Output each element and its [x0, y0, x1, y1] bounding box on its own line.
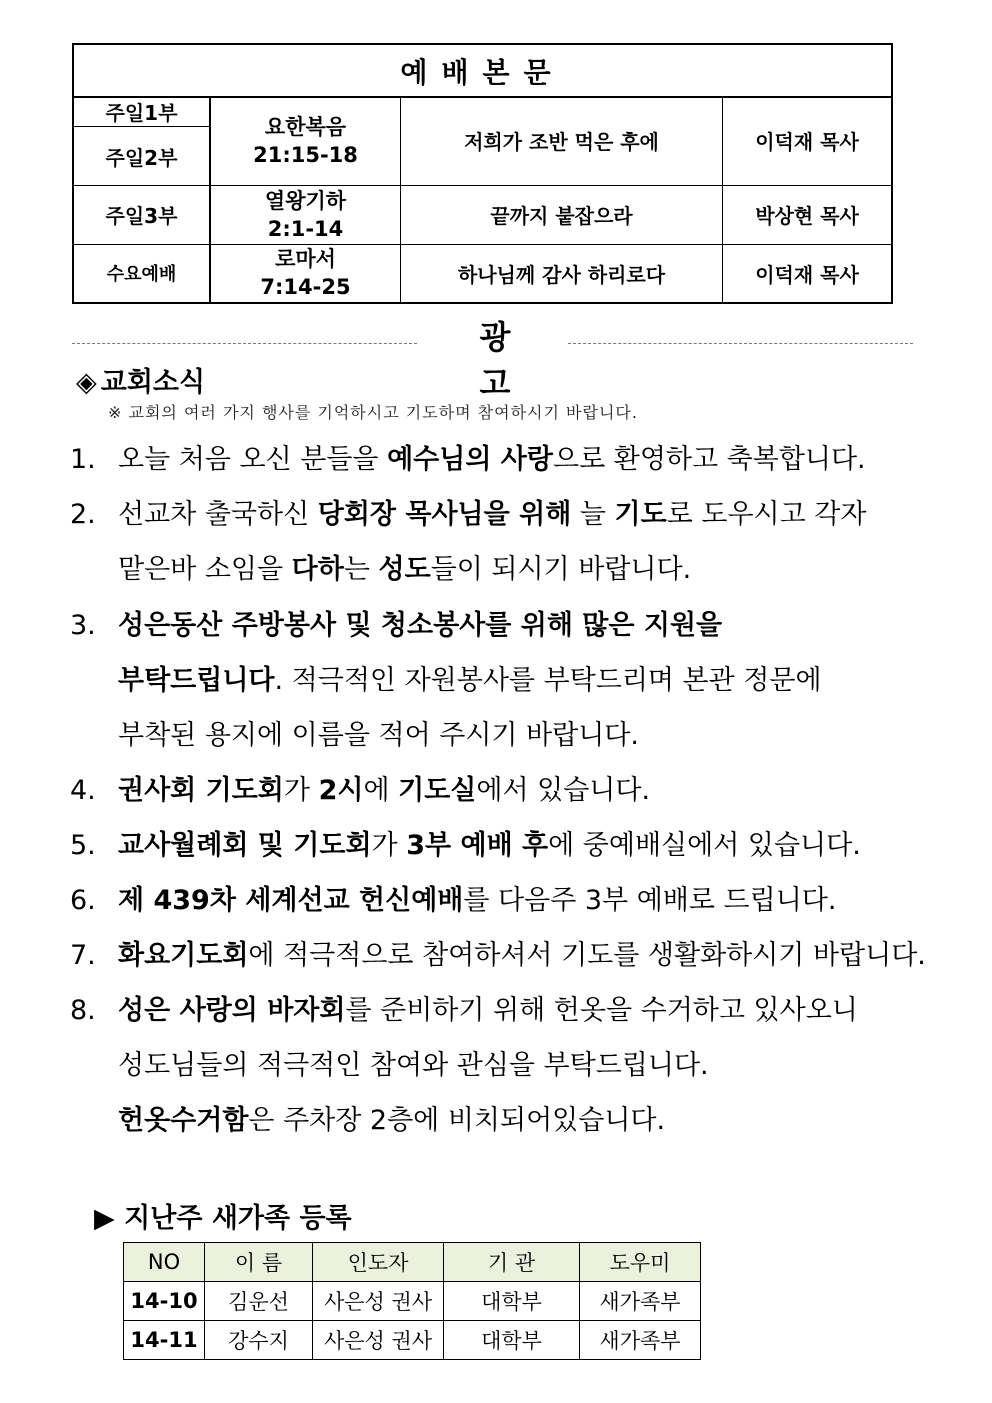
item-number: 7. [70, 940, 96, 971]
text-segment: 으로 환영하고 축복합니다. [552, 444, 866, 475]
item-number: 6. [70, 885, 96, 916]
announcement-continuation [118, 547, 691, 586]
cell-name: 김운선 [205, 1282, 313, 1321]
scripture-cell [211, 96, 401, 185]
scripture-cell [211, 185, 401, 244]
new-family-title: 지난주 새가족 등록 [124, 1203, 352, 1234]
announcement-item [70, 492, 866, 531]
announcement-item [70, 437, 866, 476]
sermon-title: 하나님께 감사 하리로다 [401, 244, 723, 302]
text-segment: 당회장 목사님을 위해 [317, 499, 572, 530]
column-header: 기 관 [444, 1243, 580, 1282]
announcement-continuation [118, 1098, 665, 1137]
new-family-table [123, 1242, 701, 1360]
text-segment: 를 준비하기 위해 헌옷을 수거하고 있사오니 [345, 995, 858, 1026]
text-segment: 에 [363, 775, 399, 806]
announcement-item [70, 768, 650, 807]
text-segment: 선교차 출국하신 [118, 499, 318, 530]
text-segment: 성은동산 주방봉사 및 청소봉사를 위해 많은 지원을 [118, 610, 723, 641]
text-segment: 3부 예배 후 [406, 830, 549, 861]
announcement-item [70, 823, 861, 862]
preacher: 박상현 목사 [755, 204, 859, 228]
text-segment: 부착된 용지에 이름을 적어 주시기 바랍니다. [118, 720, 639, 751]
text-segment: 성도님들의 적극적인 참여와 관심을 부탁드립니다. [118, 1050, 709, 1081]
announcement-item [70, 878, 836, 917]
item-number: 4. [70, 775, 96, 806]
section-title: 교회소식 [100, 367, 206, 398]
divider [72, 343, 417, 344]
text-segment: 권사회 기도회 [118, 775, 284, 806]
worship-title: 예배본문 [74, 45, 891, 98]
text-segment: 는 [343, 554, 379, 585]
diamond-icon: ◈ [76, 367, 97, 398]
service-name: 수요예배 [74, 244, 211, 302]
section-heading [76, 360, 205, 399]
ads-title: 광고 [479, 318, 547, 402]
text-segment: 교사월례회 및 기도회 [118, 830, 372, 861]
text-segment: 에 적극적으로 참여하셔서 기도를 생활화하시기 바랍니다. [248, 940, 926, 971]
text-segment: 늘 [571, 499, 615, 530]
text-segment: 를 다음주 3부 예배로 드립니다. [463, 885, 837, 916]
table-header-row [124, 1243, 701, 1282]
service-name: 주일3부 [74, 185, 211, 244]
cell-name: 강수지 [205, 1321, 313, 1360]
scripture-ref: 7:14-25 [260, 275, 351, 299]
text-segment: 가 [283, 775, 319, 806]
item-number: 2. [70, 499, 96, 530]
new-family-heading [94, 1196, 352, 1235]
announcement-item [70, 933, 926, 972]
item-number: 5. [70, 830, 96, 861]
text-segment: 로 도우시고 각자 [666, 499, 867, 530]
worship-table [72, 43, 893, 304]
text-segment: 헌옷수거함 [118, 1105, 249, 1136]
divider [568, 343, 913, 344]
text-segment: 가 [371, 830, 407, 861]
sermon-title: 저희가 조반 먹은 후에 [401, 96, 723, 185]
table-row [124, 1282, 701, 1321]
announcement-continuation [118, 713, 639, 752]
item-number: 8. [70, 995, 96, 1026]
scripture-book: 로마서 [275, 247, 336, 271]
text-segment: . 적극적인 자원봉사를 부탁드리며 본관 정문에 [274, 665, 822, 696]
preacher: 이덕재 목사 [755, 262, 859, 287]
cell-dept: 대학부 [444, 1282, 580, 1321]
cell-no: 14-10 [124, 1282, 205, 1321]
text-segment: 성도 [378, 554, 431, 585]
section-note: ※ 교회의 여러 가지 행사를 기억하시고 기도하며 참여하시기 바랍니다. [108, 403, 638, 422]
cell-guide: 사은성 권사 [313, 1321, 444, 1360]
table-row [124, 1321, 701, 1360]
column-header: 도우미 [580, 1243, 701, 1282]
service-name: 주일2부 [105, 145, 178, 170]
scripture-book: 요한복음 [264, 114, 347, 139]
text-segment: 맡은바 소임을 [118, 554, 292, 585]
announcement-item [70, 603, 722, 642]
column-header: NO [124, 1243, 205, 1282]
triangle-right-icon: ▶ [94, 1203, 115, 1234]
text-segment: 제 439차 세계선교 헌신예배 [118, 885, 464, 916]
text-segment: 화요기도회 [118, 940, 249, 971]
preacher: 이덕재 목사 [755, 130, 859, 154]
service-cell [74, 96, 211, 185]
column-header: 인도자 [313, 1243, 444, 1282]
scripture-cell [211, 244, 401, 302]
cell-no: 14-11 [124, 1321, 205, 1360]
cell-guide: 사은성 권사 [313, 1282, 444, 1321]
worship-row [74, 96, 891, 186]
column-header: 이 름 [205, 1243, 313, 1282]
scripture-book: 열왕기하 [264, 188, 347, 213]
cell-dept: 대학부 [444, 1321, 580, 1360]
cell-helper: 새가족부 [580, 1321, 701, 1360]
announcement-continuation [118, 1043, 709, 1082]
service-name: 주일1부 [74, 96, 209, 127]
item-number: 3. [70, 610, 96, 641]
text-segment: 에서 있습니다. [476, 775, 651, 806]
text-segment: 다하 [291, 554, 344, 585]
text-segment: 2시 [318, 775, 364, 806]
announcement-item [70, 988, 858, 1027]
text-segment: 기도실 [398, 775, 477, 806]
announcement-continuation [118, 658, 822, 697]
text-segment: 오늘 처음 오신 분들을 [118, 444, 388, 475]
scripture-ref: 21:15-18 [253, 142, 358, 167]
item-number: 1. [70, 444, 96, 475]
sermon-title: 끝까지 붙잡으라 [401, 185, 723, 244]
text-segment: 예수님의 사랑 [387, 444, 553, 475]
text-segment: 기도 [614, 499, 667, 530]
scripture-ref: 2:1-14 [267, 216, 344, 241]
text-segment: 부탁드립니다 [118, 665, 275, 696]
text-segment: 성은 사랑의 바자회 [118, 995, 346, 1026]
worship-row [74, 244, 891, 302]
text-segment: 은 주차장 2층에 비치되어있습니다. [248, 1105, 666, 1136]
worship-row [74, 185, 891, 245]
cell-helper: 새가족부 [580, 1282, 701, 1321]
text-segment: 에 중예배실에서 있습니다. [548, 830, 861, 861]
text-segment: 들이 되시기 바랍니다. [430, 554, 692, 585]
